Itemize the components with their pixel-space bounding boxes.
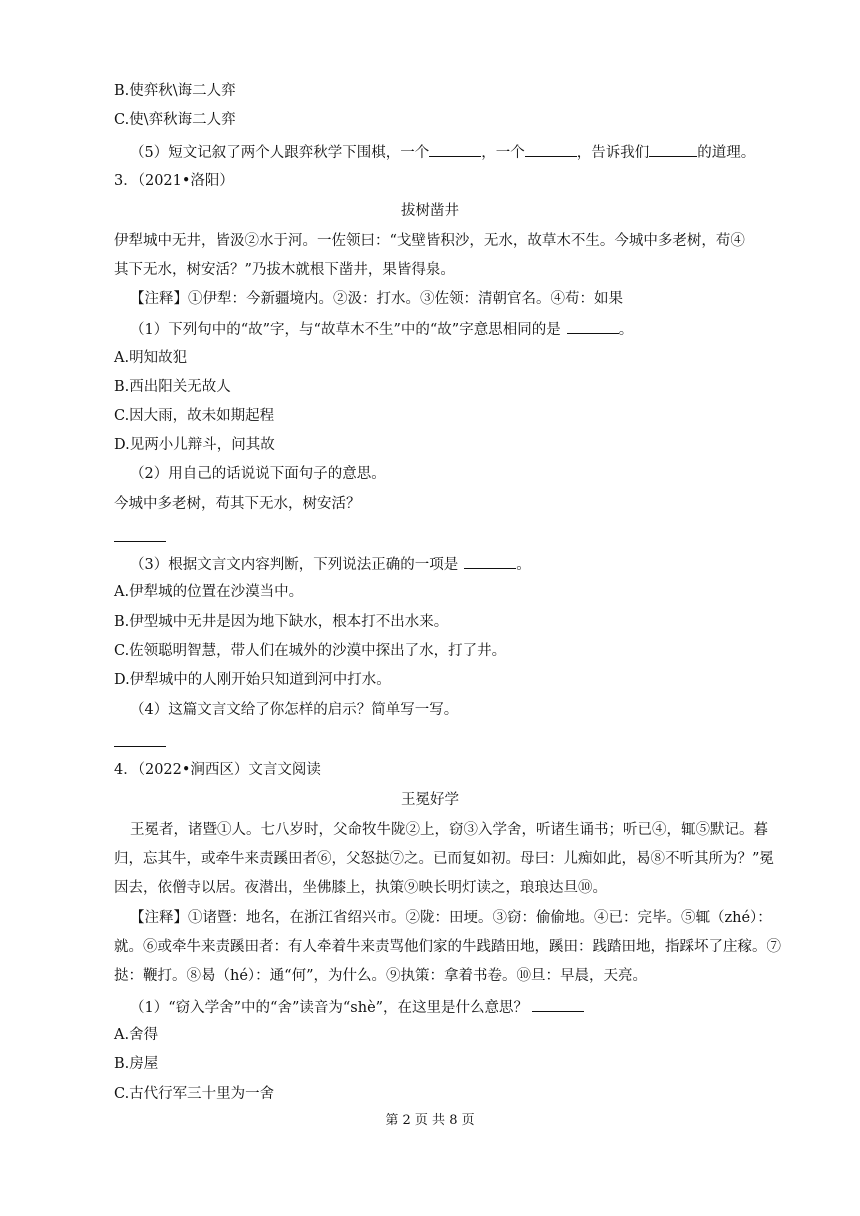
q3-sub3-option-a: A.伊犁城的位置在沙漠当中。	[114, 584, 304, 600]
answer-blank[interactable]	[649, 141, 697, 157]
q4-sub1-option-a: A.舍得	[114, 1027, 159, 1043]
q2-option-c: C.使\弈秋诲二人弈	[114, 112, 236, 128]
q3-sub1	[130, 318, 633, 340]
q4-passage-line-3: 因去，依僧寺以居。夜潜出，坐佛膝上，执策⑨映长明灯读之，琅琅达旦⑩。	[114, 880, 607, 896]
q3-sub3-option-d: D.伊犁城中的人刚开始只知道到河中打水。	[114, 672, 391, 688]
q3-sub1-option-d: D.见两小儿辩斗，问其故	[114, 437, 275, 453]
q2-sub5-text-2: ，一个	[481, 145, 525, 161]
q3-sub4: （4）这篇文言文给了你怎样的启示？简单写一写。	[130, 702, 459, 718]
footer-text-1: 第	[385, 1113, 399, 1128]
q4-sub1-option-c: C.古代行军三十里为一舍	[114, 1086, 275, 1102]
q2-sub5-text-4: 的道理。	[697, 145, 756, 161]
answer-blank[interactable]	[429, 141, 481, 157]
q4-passage-line-2: 归，忘其牛，或牵牛来责蹊田者⑥，父怒挞⑦之。已而复如初。母曰：儿痴如此，曷⑧不听其所为？”冕	[114, 851, 774, 867]
q3-passage-line-2: 其下无水，树安活？”乃拔木就根下凿井，果皆得泉。	[114, 262, 455, 278]
q3-sub3-text: （3）根据文言文内容判断，下列说法正确的一项是	[130, 557, 459, 573]
q4-sub1-option-b: B.房屋	[114, 1056, 159, 1072]
q3-sub3	[130, 553, 531, 575]
answer-line[interactable]	[114, 541, 166, 542]
answer-blank[interactable]	[464, 553, 516, 569]
footer-text-3: 页	[461, 1113, 475, 1128]
q4-sub1-text: （1）“窃入学舍”中的“舍”读音为“shè”，在这里是什么意思？	[130, 1000, 529, 1016]
answer-line[interactable]	[114, 746, 166, 747]
q3-sub2-sentence: 今城中多老树，苟其下无水，树安活？	[114, 496, 361, 512]
q3-sub3-option-c: C.佐领聪明智慧，带人们在城外的沙漠中探出了水，打了井。	[114, 643, 507, 659]
q3-sub1-option-a: A.明知故犯	[114, 350, 188, 366]
footer-total-pages: 8	[449, 1113, 458, 1128]
footer-page-number: 2	[402, 1113, 411, 1128]
q2-option-b: B.使弈秋\诲二人弈	[114, 83, 236, 99]
q3-sub1-text: （1）下列句中的“故”字，与“故草木不生”中的“故”字意思相同的是	[130, 322, 561, 338]
q4-note-line-1: 【注释】①诸暨：地名，在浙江省绍兴市。②陇：田埂。③窃：偷偷地。④已：完毕。⑤辄（zhé）：	[130, 910, 772, 926]
q4-header: 4．（2022•涧西区）文言文阅读	[114, 762, 321, 778]
q2-sub5-text-3: ，告诉我们	[576, 145, 650, 161]
q3-header: 3．（2021•洛阳）	[114, 173, 234, 189]
q3-passage-title: 拔树凿井	[401, 203, 459, 219]
q3-sub3-end: 。	[516, 557, 531, 573]
q3-sub1-option-b: B.西出阳关无故人	[114, 379, 231, 395]
q3-sub1-end: 。	[618, 322, 634, 338]
page-footer	[0, 1111, 860, 1131]
footer-text-2: 页 共	[414, 1113, 446, 1128]
answer-blank[interactable]	[532, 996, 584, 1012]
q3-note: 【注释】①伊犁：今新疆境内。②汲：打水。③佐领：清朝官名。④苟：如果	[130, 291, 623, 307]
q4-passage-line-1: 王冕者，诸暨①人。七八岁时，父命牧牛陇②上，窃③入学舍，听诸生诵书；听已④，辄⑤默记。暮	[130, 822, 768, 838]
answer-blank[interactable]	[525, 141, 577, 157]
q3-sub2: （2）用自己的话说说下面句子的意思。	[130, 466, 386, 482]
q2-sub5	[130, 141, 755, 163]
q3-sub3-option-b: B.伊型城中无井是因为地下缺水，根本打不出水来。	[114, 614, 449, 630]
q4-sub1	[130, 996, 584, 1018]
answer-blank[interactable]	[567, 318, 619, 334]
q4-note-line-2: 就。⑥或牵牛来责蹊田者：有人牵着牛来责骂他们家的牛践踏田地，蹊田：践踏田地，指踩坏了庄稼。⑦	[114, 939, 781, 955]
q2-sub5-text-1: （5）短文记叙了两个人跟弈秋学下围棋，一个	[130, 145, 430, 161]
q4-note-line-3: 挞：鞭打。⑧曷（hé）：通“何”，为什么。⑨执策：拿着书卷。⑩旦：早晨，天亮。	[114, 968, 647, 984]
q3-sub1-option-c: C.因大雨，故未如期起程	[114, 408, 275, 424]
q3-passage-line-1: 伊犁城中无井，皆汲②水于河。一佐领曰：“戈壁皆积沙，无水，故草木不生。今城中多老树，苟④	[114, 233, 745, 249]
q4-passage-title: 王冕好学	[401, 792, 459, 808]
